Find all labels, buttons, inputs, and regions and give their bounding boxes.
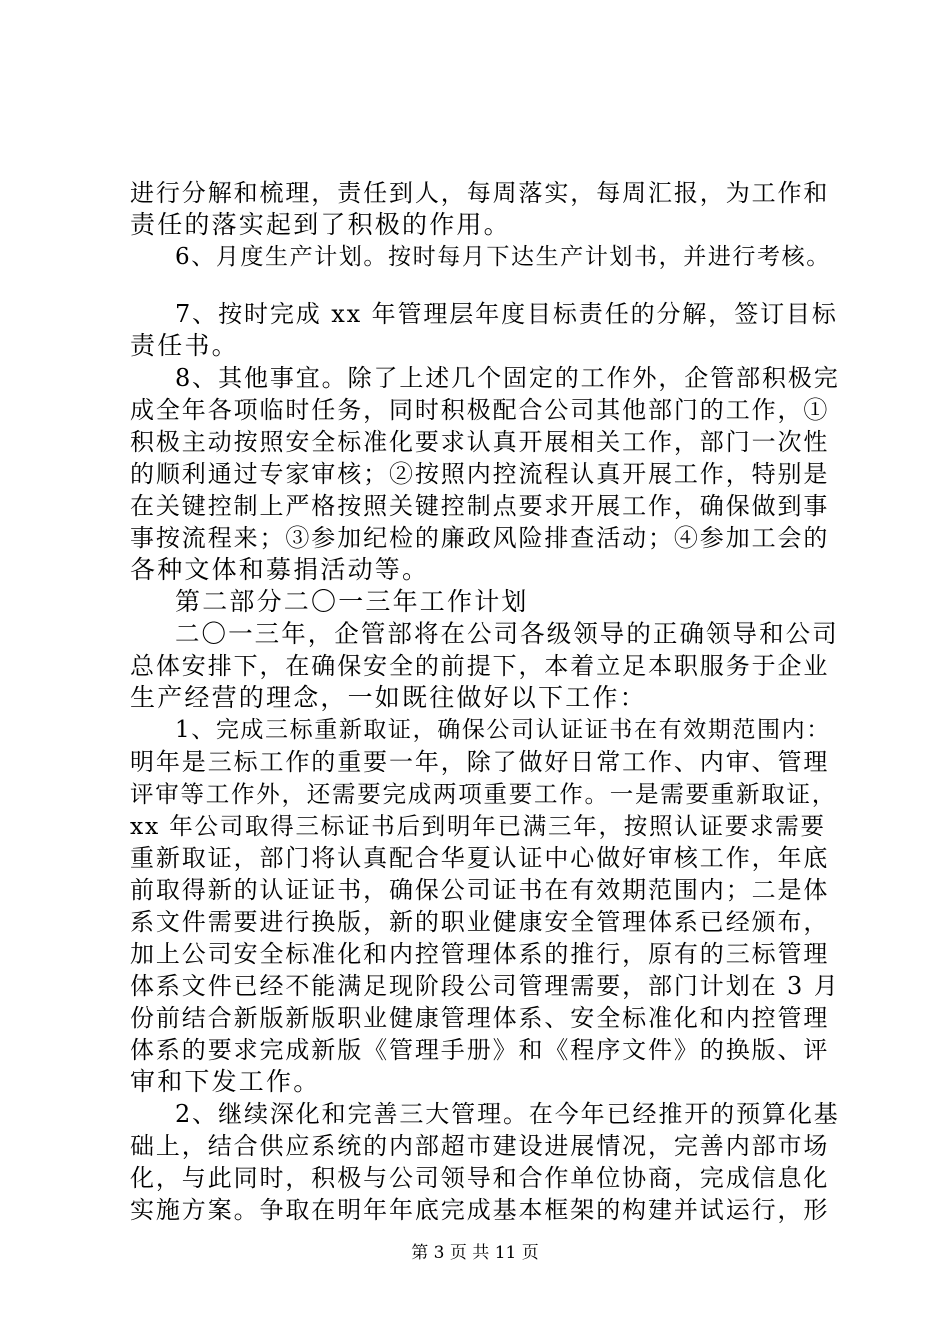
paragraph-line: 成全年各项临时任务，同时积极配合公司其他部门的工作，① — [130, 396, 830, 424]
paragraph-line: 1、完成三标重新取证，确保公司认证证书在有效期范围内： — [175, 717, 831, 743]
paragraph-line: xx 年公司取得三标证书后到明年已满三年，按照认证要求需要 — [130, 812, 826, 840]
paragraph-line: 2、继续深化和完善三大管理。在今年已经推开的预算化基 — [175, 1100, 840, 1128]
paragraph-line: 责任的落实起到了积极的作用。 — [130, 210, 511, 239]
paragraph-line: 础上，结合供应系统的内部超市建设进展情况，完善内部市场 — [130, 1132, 830, 1160]
paragraph-line: 8、其他事宜。除了上述几个固定的工作外，企管部积极完 — [175, 364, 840, 392]
paragraph-line: 化，与此同时，积极与公司领导和合作单位协商，完成信息化 — [130, 1164, 830, 1192]
paragraph-line: 前取得新的认证证书，确保公司证书在有效期范围内；二是体 — [130, 876, 830, 904]
paragraph-line: 份前结合新版新版职业健康管理体系、安全标准化和内控管理 — [130, 1004, 830, 1032]
paragraph-line: 实施方案。争取在明年年底完成基本框架的构建并试运行，形 — [130, 1196, 830, 1224]
paragraph-line: 明年是三标工作的重要一年，除了做好日常工作、内审、管理 — [130, 748, 830, 776]
paragraph-line: 体系文件已经不能满足现阶段公司管理需要，部门计划在 3 月 — [130, 972, 840, 1000]
page-number-footer: 第 3 页 共 11 页 — [411, 1243, 539, 1263]
paragraph-line: 评审等工作外，还需要完成两项重要工作。一是需要重新取证， — [130, 780, 837, 808]
paragraph-line: 在关键控制上严格按照关键控制点要求开展工作，确保做到事 — [130, 492, 830, 520]
paragraph-line: 事按流程来；③参加纪检的廉政风险排查活动；④参加工会的 — [130, 524, 830, 552]
paragraph-line: 二〇一三年，企管部将在公司各级领导的正确领导和公司 — [175, 619, 839, 648]
paragraph-line: 生产经营的理念，一如既往做好以下工作： — [130, 683, 647, 712]
paragraph-line: 进行分解和梳理，责任到人，每周落实，每周汇报，为工作和 — [130, 179, 830, 207]
paragraph-line: 各种文体和募捐活动等。 — [130, 555, 430, 584]
section-heading: 第二部分二〇一三年工作计划 — [175, 587, 529, 616]
paragraph-line: 7、按时完成 xx 年管理层年度目标责任的分解，签订目标 — [175, 300, 838, 328]
paragraph-line: 责任书。 — [130, 331, 239, 360]
paragraph-line: 重新取证，部门将认真配合华夏认证中心做好审核工作，年底 — [130, 844, 830, 872]
paragraph-line: 总体安排下，在确保安全的前提下，本着立足本职服务于企业 — [130, 652, 830, 680]
paragraph-line: 加上公司安全标准化和内控管理体系的推行，原有的三标管理 — [130, 940, 830, 968]
paragraph-line: 积极主动按照安全标准化要求认真开展相关工作，部门一次性 — [130, 428, 830, 456]
paragraph-line: 审和下发工作。 — [130, 1067, 321, 1096]
paragraph-line: 系文件需要进行换版，新的职业健康安全管理体系已经颁布， — [130, 908, 830, 936]
paragraph-line: 体系的要求完成新版《管理手册》和《程序文件》的换版、评 — [130, 1036, 830, 1064]
paragraph-line: 的顺利通过专家审核；②按照内控流程认真开展工作，特别是 — [130, 460, 830, 488]
paragraph-line: 6、月度生产计划。按时每月下达生产计划书，并进行考核。 — [175, 244, 831, 270]
